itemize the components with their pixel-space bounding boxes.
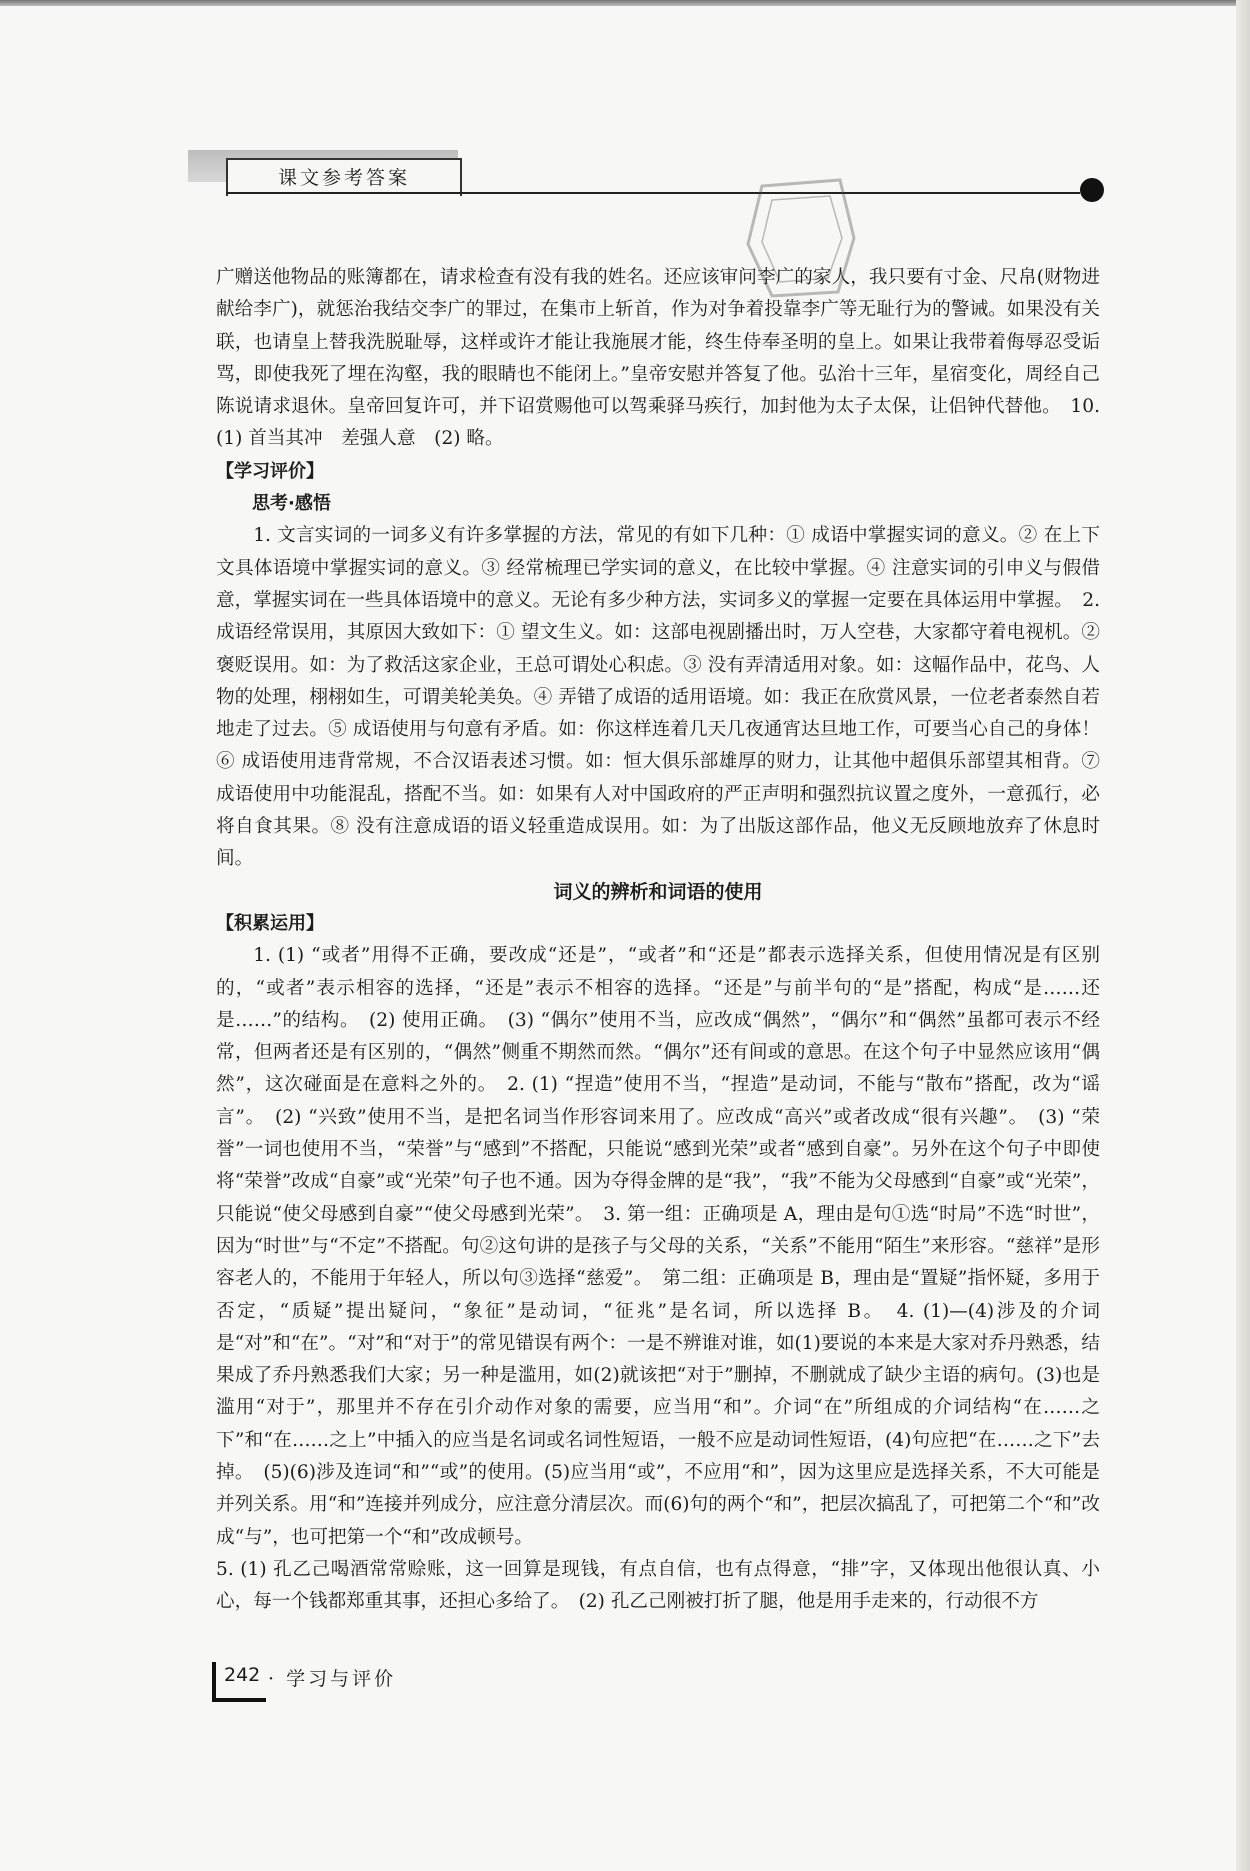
page-number: 242 (224, 1664, 261, 1686)
study-eval-subheading: 思考·感悟 (252, 493, 331, 515)
accumulate-paragraph: 1. (1) “或者”用得不正确，要改成“还是”，“或者”和“还是”都表示选择关系，但使用情况是有区别的，“或者”表示相容的选择，“还是”表示不相容的选择。“还是”与前半句的“是”搭配，构成“是……还是……”的结构。 (2) 使用正确。 (3) “偶尔”使用不当，应改成“偶然”，“偶尔”和“偶然”虽都可表示不经常，但两者还是有区别的，“偶然”侧重不期然而然。“偶尔”还有间或的意思。在这个句子中显然应该用“偶然”，这次碰面是在意料之外的。 2. (1) “捏造”使用不当，“捏造”是动词，不能与“散布”搭配，改为“谣言”。 (2) “兴致”使用不当，是把名词当作形容词来用了。应改成“高兴”或者改成“很有兴趣”。 (3) “荣誉”一词也使用不当，“荣誉”与“感到”不搭配，只能说“感到光荣”或者“感到自豪”。另外在这个句子中即使将“荣誉”改成“自豪”或“光荣”句子也不通。因为夺得金牌的是“我”，“我”不能为父母感到“自豪”或“光荣”，只能说“使父母感到自豪”“使父母感到光荣”。 3. 第一组：正确项是 A，理由是句①选“时局”不选“时世”，因为“时世”与“不定”不搭配。句②这句讲的是孩子与父母的关系，“关系”不能用“陌生”来形容。“慈祥”是形容老人的，不能用于年轻人，所以句③选择“慈爱”。 第二组：正确项是 B，理由是“置疑”指怀疑，多用于否定，“质疑”提出疑问，“象征”是动词，“征兆”是名词，所以选择 B。 4. (1)—(4)涉及的介词是“对”和“在”。“对”和“对于”的常见错误有两个：一是不辨谁对谁，如(1)要说的本来是大家对乔丹熟悉，结果成了乔丹熟悉我们大家；另一种是滥用，如(2)就该把“对于”删掉，不删就成了缺少主语的病句。(3)也是滥用“对于”，那里并不存在引介动作对象的需要，应当用“和”。介词“在”所组成的介词结构“在……之下”和“在……之上”中插入的应当是名词或名词性短语，一般不应是动词性短语，(4)句应把“在……之下”去掉。 (5)(6)涉及连词“和”“或”的使用。(5)应当用“或”，不应用“和”，因为这里应是选择关系，不大可能是并列关系。用“和”连接并列成分，应注意分清层次。而(6)句的两个“和”，把层次搞乱了，可把第二个“和”改成“与”，也可把第一个“和”改成顿号。 (216, 945, 1100, 1548)
page-edge-shadow (1236, 0, 1250, 1871)
page-content (216, 262, 1100, 1618)
footer-book-title: · 学习与评价 (268, 1668, 397, 1690)
header-rule (226, 192, 1080, 194)
continuation-paragraph: 广赠送他物品的账簿都在，请求检查有没有我的姓名。还应该审问李广的家人，我只要有寸金、尺帛(财物进献给李广)，就惩治我结交李广的罪过，在集市上斩首，作为对争着投靠李广等无耻行为的警诫。如果没有关联，也请皇上替我洗脱耻辱，这样或许才能让我施展才能，终生侍奉圣明的皇上。如果让我带着侮辱忍受诟骂，即使我死了埋在沟壑，我的眼睛也不能闭上。”皇帝安慰并答复了他。弘治十三年，星宿变化，周经自己陈说请求退休。皇帝回复许可，并下诏赏赐他可以驾乘驿马疾行，加封他为太子太保，让侣钟代替他。 10. (1) 首当其冲 差强人意 (2) 略。 (216, 267, 1100, 450)
study-eval-heading: 【学习评价】 (216, 460, 324, 482)
section-title: 词义的辨析和词语的使用 (553, 880, 763, 903)
accumulate-paragraph-5: 5. (1) 孔乙己喝酒常常赊账，这一回算是现钱，有点自信，也有点得意，“排”字，又体现出他很认真、小心，每一个钱都郑重其事，还担心多给了。 (2) 孔乙己刚被打折了腿，他是用手走来的，行动很不方 (216, 1558, 1100, 1613)
header-tag: 课文参考答案 (226, 158, 462, 196)
study-eval-paragraph: 1. 文言实词的一词多义有许多掌握的方法，常见的有如下几种：① 成语中掌握实词的意义。② 在上下文具体语境中掌握实词的意义。③ 经常梳理已学实词的意义，在比较中掌握。④ 注意实词的引申义与假借意，掌握实词在一些具体语境中的意义。无论有多少种方法，实词多义的掌握一定要在具体运用中掌握。 2. 成语经常误用，其原因大致如下：① 望文生义。如：这部电视剧播出时，万人空巷，大家都守着电视机。② 褒贬误用。如：为了救活这家企业，王总可谓处心积虑。③ 没有弄清适用对象。如：这幅作品中，花鸟、人物的处理，栩栩如生，可谓美轮美奂。④ 弄错了成语的适用语境。如：我正在欣赏风景，一位老者泰然自若地走了过去。⑤ 成语使用与句意有矛盾。如：你这样连着几天几夜通宵达旦地工作，可要当心自己的身体！⑥ 成语使用违背常规，不合汉语表述习惯。如：恒大俱乐部雄厚的财力，让其他中超俱乐部望其相背。⑦ 成语使用中功能混乱，搭配不当。如：如果有人对中国政府的严正声明和强烈抗议置之度外，一意孤行，必将自食其果。⑧ 没有注意成语的语义轻重造成误用。如：为了出版这部作品，他义无反顾地放弃了休息时间。 (216, 525, 1100, 870)
top-edge-rule (0, 0, 1250, 6)
header-dot-icon (1080, 178, 1104, 202)
accumulate-heading: 【积累运用】 (216, 912, 324, 934)
